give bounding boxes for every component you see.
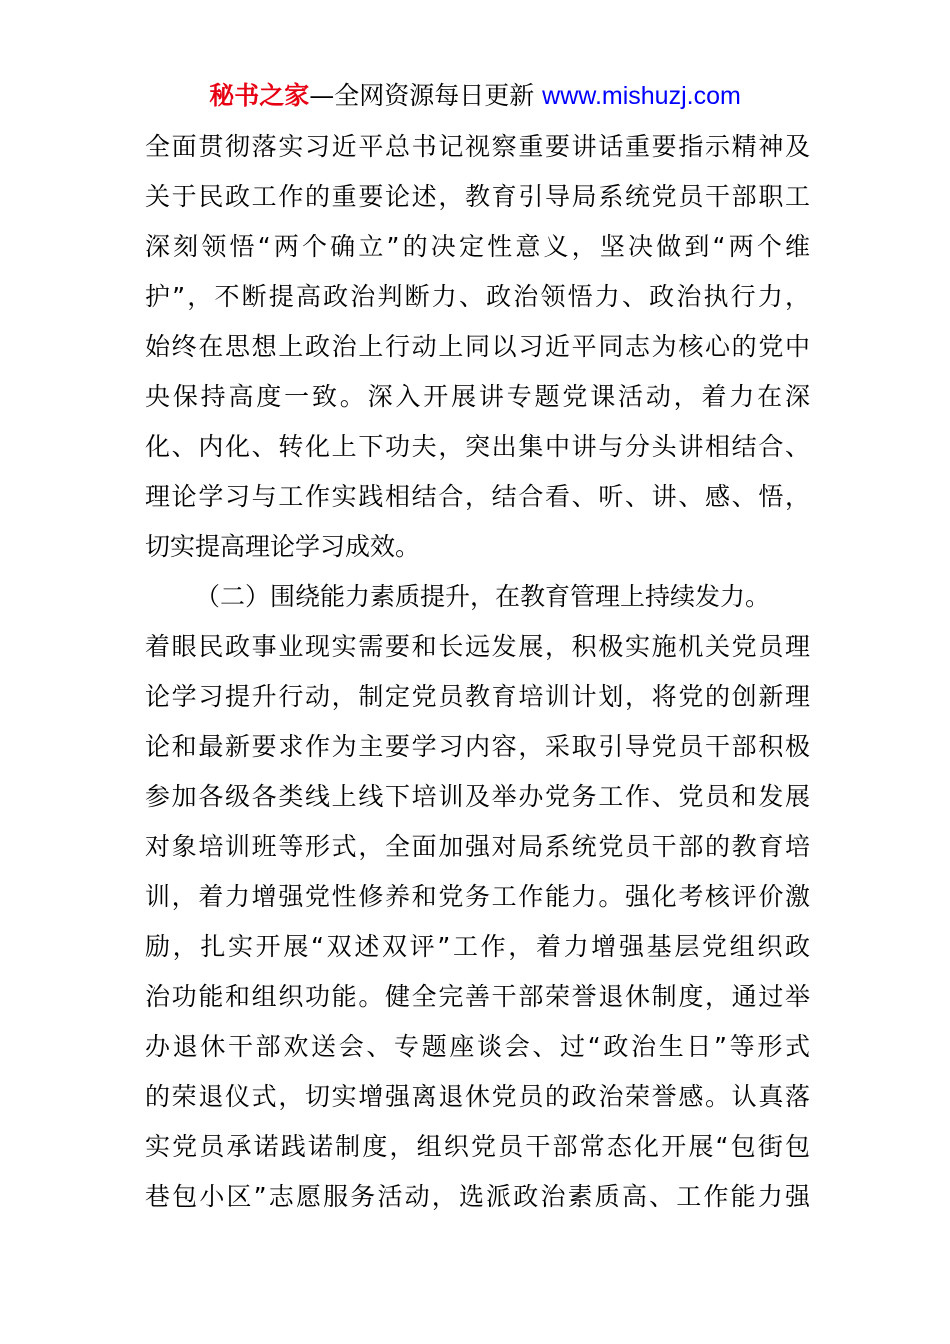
paragraph-line: 论学习提升行动，制定党员教育培训计划，将党的创新理 — [145, 682, 810, 711]
section-heading: （二）围绕能力素质提升，在教育管理上持续发力。 — [195, 582, 771, 611]
page-header — [0, 80, 950, 112]
paragraph-line: 着眼民政事业现实需要和长远发展，积极实施机关党员理 — [145, 632, 810, 661]
paragraph-line: 始终在思想上政治上行动上同以习近平同志为核心的党中 — [145, 332, 810, 361]
paragraph-line: 论和最新要求作为主要学习内容，采取引导党员干部积极 — [145, 732, 810, 761]
paragraph-line: 关于民政工作的重要论述，教育引导局系统党员干部职工 — [145, 182, 810, 211]
paragraph-line: 理论学习与工作实践相结合，结合看、听、讲、感、悟， — [145, 482, 810, 511]
paragraph-line: 办退休干部欢送会、专题座谈会、过“政治生日”等形式 — [145, 1032, 810, 1061]
website-link[interactable]: www.mishuzj.com — [542, 82, 741, 110]
paragraph-line: 训，着力增强党性修养和党务工作能力。强化考核评价激 — [145, 882, 810, 911]
paragraph-line: 励，扎实开展“双述双评”工作，着力增强基层党组织政 — [145, 932, 810, 961]
paragraph-line: 化、内化、转化上下功夫，突出集中讲与分头讲相结合、 — [145, 432, 810, 461]
paragraph-line: 护”，不断提高政治判断力、政治领悟力、政治执行力， — [145, 282, 810, 311]
header-tagline: —全网资源每日更新 — [309, 81, 543, 110]
document-body — [145, 122, 810, 1222]
paragraph-line: 实党员承诺践诺制度，组织党员干部常态化开展“包街包 — [145, 1132, 810, 1161]
brand-name: 秘书之家 — [209, 81, 310, 110]
paragraph-line: 对象培训班等形式，全面加强对局系统党员干部的教育培 — [145, 832, 810, 861]
paragraph-line: 深刻领悟“两个确立”的决定性意义，坚决做到“两个维 — [145, 232, 810, 261]
paragraph-line: 巷包小区”志愿服务活动，选派政治素质高、工作能力强 — [145, 1182, 810, 1211]
paragraph-line: 切实提高理论学习成效。 — [145, 532, 421, 561]
paragraph-line: 参加各级各类线上线下培训及举办党务工作、党员和发展 — [145, 782, 810, 811]
paragraph-line: 治功能和组织功能。健全完善干部荣誉退休制度，通过举 — [145, 982, 810, 1011]
paragraph-line: 全面贯彻落实习近平总书记视察重要讲话重要指示精神及 — [145, 132, 810, 161]
paragraph-line: 央保持高度一致。深入开展讲专题党课活动，着力在深 — [145, 382, 810, 411]
paragraph-line: 的荣退仪式，切实增强离退休党员的政治荣誉感。认真落 — [145, 1082, 810, 1111]
